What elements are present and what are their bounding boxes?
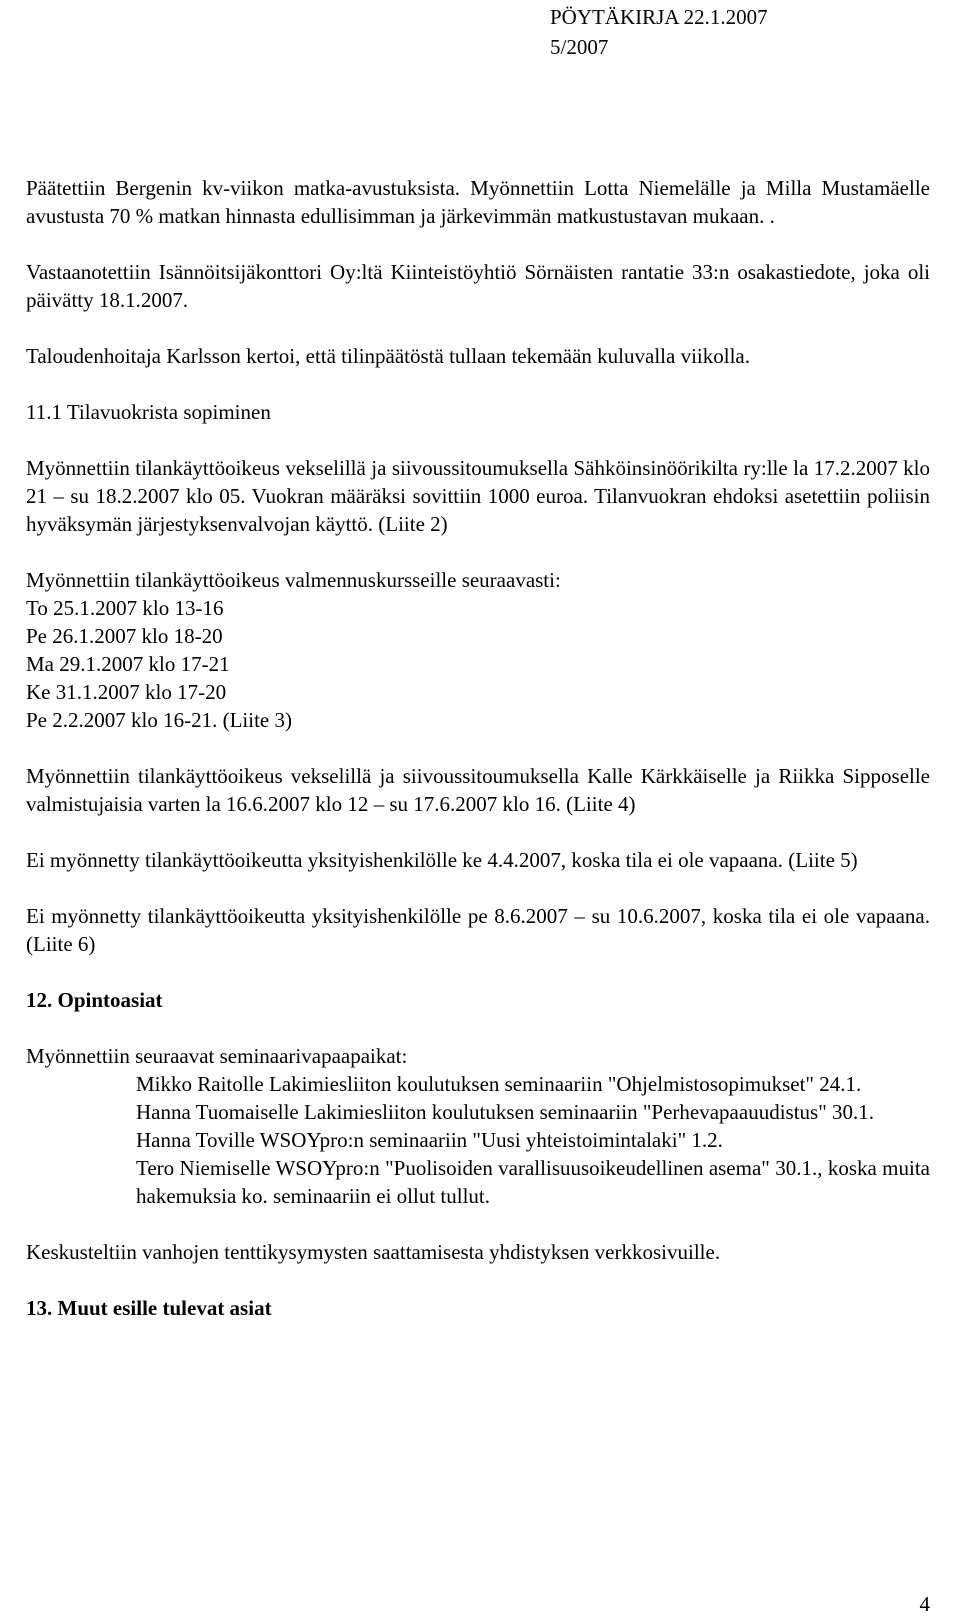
schedule-intro: Myönnettiin tilankäyttöoikeus valmennuskursseille seuraavasti: [26, 568, 561, 592]
section-heading-13: 13. Muut esille tulevat asiat [26, 1296, 272, 1320]
page-number: 4 [919, 1592, 930, 1616]
document-body [26, 174, 930, 1350]
document-number: 5/2007 [550, 35, 609, 59]
subsection-heading-rentals: 11.1 Tilavuokrista sopiminen [26, 400, 271, 424]
paragraph-rental-denied-1: Ei myönnetty tilankäyttöoikeutta yksityishenkilölle ke 4.4.2007, koska tila ei ole vapaana. (Liite 5) [26, 848, 858, 872]
paragraph-rental-skilta: Myönnettiin tilankäyttöoikeus vekselillä ja siivoussitoumuksella Sähköinsinöörikilta ry:lle la 17.2.2007 klo 21 – su 18.2.2007 klo 05. Vuokran määräksi sovittiin 1000 euroa. Tilanvuokran ehdoksi asetettiin poliisin hyväksymän järjestyksenvalvojan käyttö. (Liite 2) [26, 456, 930, 536]
section-heading-12: 12. Opintoasiat [26, 988, 163, 1012]
seminar-item: Hanna Tuomaiselle Lakimiesliiton koulutuksen seminaariin "Perhevapaauudistus" 30.1. [136, 1100, 875, 1124]
schedule-line: Ke 31.1.2007 klo 17-20 [26, 680, 227, 704]
paragraph-shareholder-notice: Vastaanotettiin Isännöitsijäkonttori Oy:ltä Kiinteistöyhtiö Sörnäisten rantatie 33:n osakastiedote, joka oli päivätty 18.1.2007. [26, 260, 930, 312]
paragraph-financial-statement: Taloudenhoitaja Karlsson kertoi, että tilinpäätöstä tullaan tekemään kuluvalla viikolla. [26, 344, 750, 368]
seminar-intro: Myönnettiin seuraavat seminaarivapaapaikat: [26, 1044, 408, 1068]
paragraph-rental-denied-2: Ei myönnetty tilankäyttöoikeutta yksityishenkilölle pe 8.6.2007 – su 10.6.2007, koska tila ei ole vapaana. (Liite 6) [26, 904, 930, 956]
paragraph-old-exams: Keskusteltiin vanhojen tenttikysymysten saattamisesta yhdistyksen verkkosivuille. [26, 1240, 721, 1264]
schedule-line: Pe 2.2.2007 klo 16-21. (Liite 3) [26, 708, 292, 732]
schedule-line: Pe 26.1.2007 klo 18-20 [26, 624, 223, 648]
seminar-list [26, 1042, 930, 1210]
seminar-item: Mikko Raitolle Lakimiesliiton koulutuksen seminaariin "Ohjelmistosopimukset" 24.1. [136, 1072, 862, 1096]
paragraph-course-schedule [26, 566, 930, 734]
seminar-item: Hanna Toville WSOYpro:n seminaariin "Uusi yhteistoimintalaki" 1.2. [136, 1128, 723, 1152]
paragraph-rental-graduation: Myönnettiin tilankäyttöoikeus vekselillä ja siivoussitoumuksella Kalle Kärkkäiselle ja Riikka Sipposelle valmistujaisia varten la 16.6.2007 klo 12 – su 17.6.2007 klo 16. (Liite 4) [26, 764, 930, 816]
schedule-line: Ma 29.1.2007 klo 17-21 [26, 652, 230, 676]
seminar-item: Tero Niemiselle WSOYpro:n "Puolisoiden varallisuusoikeudellinen asema" 30.1., koska muita hakemuksia ko. seminaariin ei ollut tullut. [136, 1156, 930, 1208]
paragraph-travel-grants: Päätettiin Bergenin kv-viikon matka-avustuksista. Myönnettiin Lotta Niemelälle ja Milla Mustamäelle avustusta 70 % matkan hinnasta edullisimman ja järkevimmän matkustustavan mukaan. . [26, 176, 930, 228]
schedule-line: To 25.1.2007 klo 13-16 [26, 596, 224, 620]
page-header [550, 2, 768, 62]
document-title: PÖYTÄKIRJA 22.1.2007 [550, 5, 768, 29]
